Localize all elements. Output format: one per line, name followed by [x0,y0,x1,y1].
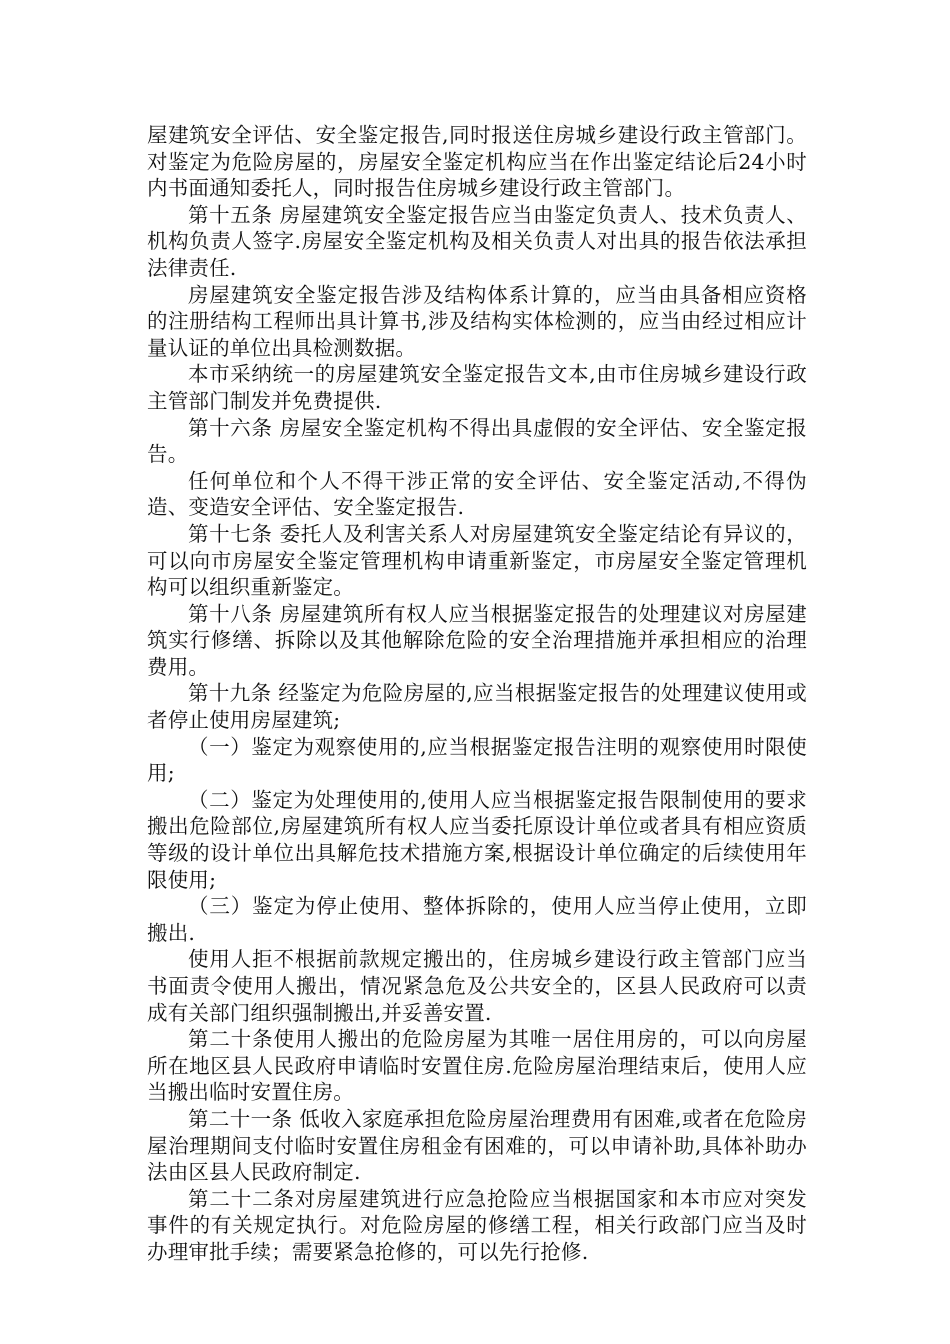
paragraph-article-16: 第十六条 房屋安全鉴定机构不得出具虚假的安全评估、安全鉴定报告。 [147,415,807,467]
paragraph-article-18: 第十八条 房屋建筑所有权人应当根据鉴定报告的处理建议对房屋建筑实行修缮、拆除以及其他解除危险的安全治理措施并承担相应的治理费用。 [147,601,807,679]
paragraph-article-22: 第二十二条对房屋建筑进行应急抢险应当根据国家和本市应对突发事件的有关规定执行。对危险房屋的修缮工程，相关行政部门应当及时办理审批手续；需要紧急抢修的，可以先行抢修. [147,1186,807,1264]
paragraph-article-20: 第二十条使用人搬出的危险房屋为其唯一居住用房的，可以向房屋所在地区县人民政府申请临时安置住房.危险房屋治理结束后，使用人应当搬出临时安置住房。 [147,1027,807,1105]
paragraph-article-19: 第十九条 经鉴定为危险房屋的,应当根据鉴定报告的处理建议使用或者停止使用房屋建筑; [147,681,807,733]
paragraph-article-21: 第二十一条 低收入家庭承担危险房屋治理费用有困难,或者在危险房屋治理期间支付临时安置住房租金有困难的，可以申请补助,具体补助办法由区县人民政府制定. [147,1106,807,1185]
paragraph-item-3: （三）鉴定为停止使用、整体拆除的，使用人应当停止使用，立即搬出. [147,894,807,945]
paragraph-unified-report-text: 本市采纳统一的房屋建筑安全鉴定报告文本,由市住房城乡建设行政主管部门制发并免费提供. [147,362,807,413]
regulation-text [147,122,807,1266]
paragraph-continuation: 屋建筑安全评估、安全鉴定报告,同时报送住房城乡建设行政主管部门。对鉴定为危险房屋的，房屋安全鉴定机构应当在作出鉴定结论后24小时内书面通知委托人，同时报告住房城乡建设行政主管部门。 [147,123,807,201]
paragraph-article-17: 第十七条 委托人及利害关系人对房屋建筑安全鉴定结论有异议的，可以向市房屋安全鉴定管理机构申请重新鉴定，市房屋安全鉴定管理机构可以组织重新鉴定。 [147,521,807,600]
paragraph-refusal-to-move: 使用人拒不根据前款规定搬出的，住房城乡建设行政主管部门应当书面责令使用人搬出，情况紧急危及公共安全的，区县人民政府可以责成有关部门组织强制搬出,并妥善安置. [147,947,807,1025]
paragraph-item-2: （二）鉴定为处理使用的,使用人应当根据鉴定报告限制使用的要求搬出危险部位,房屋建筑所有权人应当委托原设计单位或者具有相应资质等级的设计单位出具解危技术措施方案,根据设计单位确定的后续使用年限使用; [147,787,807,892]
paragraph-article-15: 第十五条 房屋建筑安全鉴定报告应当由鉴定负责人、技术负责人、机构负责人签字.房屋安全鉴定机构及相关负责人对出具的报告依法承担法律责任. [147,202,807,280]
paragraph-no-interference: 任何单位和个人不得干涉正常的安全评估、安全鉴定活动,不得伪造、变造安全评估、安全鉴定报告. [147,468,807,520]
paragraph-item-1: （一）鉴定为观察使用的,应当根据鉴定报告注明的观察使用时限使用; [147,734,807,786]
paragraph-structural-calculation: 房屋建筑安全鉴定报告涉及结构体系计算的，应当由具备相应资格的注册结构工程师出具计算书,涉及结构实体检测的，应当由经过相应计量认证的单位出具检测数据。 [147,282,807,360]
